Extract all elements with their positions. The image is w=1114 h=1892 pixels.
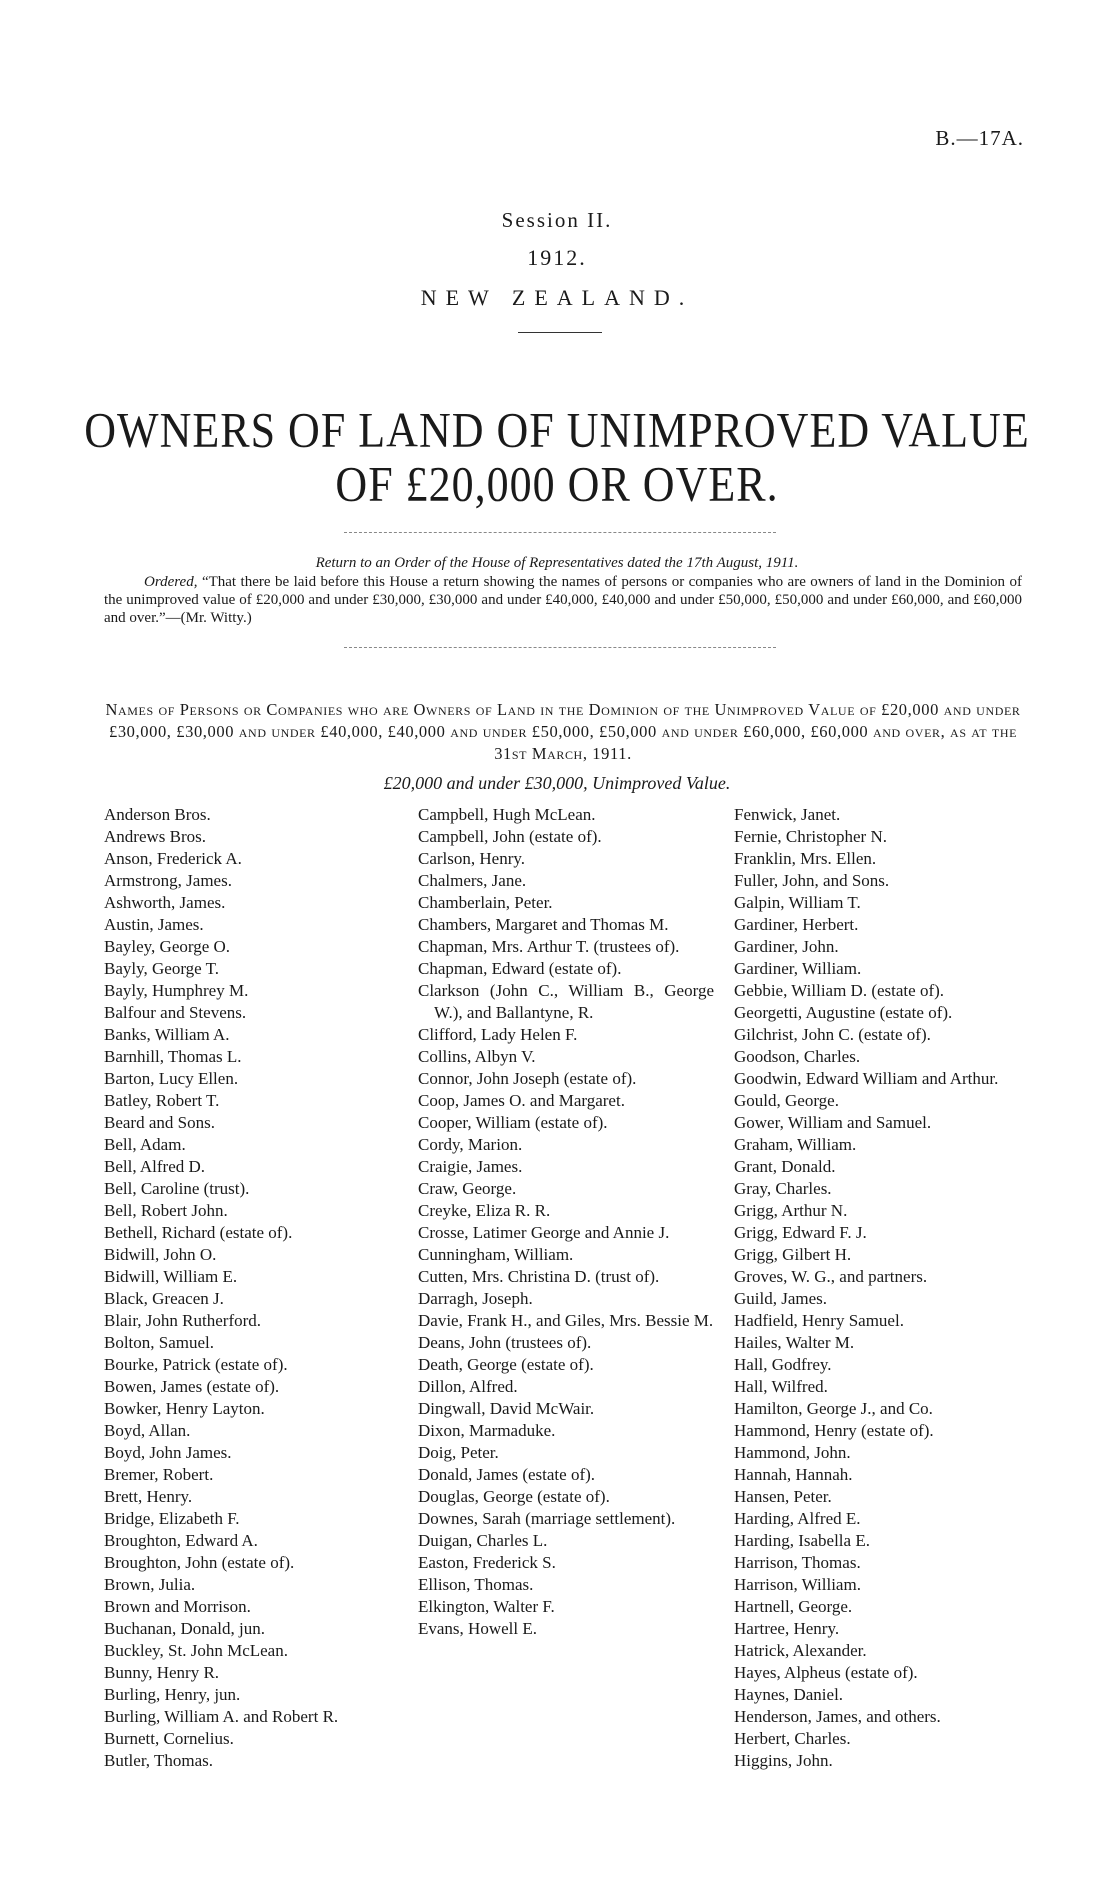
list-item: Bayly, Humphrey M. [104,981,249,1000]
list-item: Haynes, Daniel. [734,1685,844,1704]
list-item: Carlson, Henry. [418,849,526,868]
list-item: Bowen, James (estate of). [104,1377,280,1396]
return-line: Return to an Order of the House of Representatives dated the 17th August, 1911. [315,555,799,571]
list-item: Bidwill, William E. [104,1267,238,1286]
list-item: Harding, Alfred E. [734,1509,861,1528]
short-divider [518,332,602,333]
list-item: Harrison, Thomas. [734,1553,861,1572]
list-item: Grant, Donald. [734,1157,836,1176]
list-item: Grigg, Gilbert H. [734,1245,852,1264]
list-item: Hayes, Alpheus (estate of). [734,1663,918,1682]
list-item: Death, George (estate of). [418,1355,594,1374]
list-item: Broughton, Edward A. [104,1531,258,1550]
list-item: Bidwill, John O. [104,1245,217,1264]
divider-bottom [344,647,776,648]
list-item: Craigie, James. [418,1157,523,1176]
list-item: Duigan, Charles L. [418,1531,548,1550]
list-item: Harrison, William. [734,1575,861,1594]
list-item: Chambers, Margaret and Thomas M. [418,915,669,934]
list-item: Campbell, Hugh McLean. [418,805,596,824]
list-item: Dixon, Marmaduke. [418,1421,556,1440]
list-item: Davie, Frank H., and Giles, Mrs. Bessie M. [418,1311,714,1330]
list-item: Butler, Thomas. [104,1751,214,1770]
list-item: Evans, Howell E. [418,1619,537,1638]
list-item: Hartnell, George. [734,1597,853,1616]
list-item: Boyd, Allan. [104,1421,191,1440]
list-item: Darragh, Joseph. [418,1289,533,1308]
list-item: Cordy, Marion. [418,1135,523,1154]
list-item: Campbell, John (estate of). [418,827,602,846]
list-item: Easton, Frederick S. [418,1553,556,1572]
list-item: Guild, James. [734,1289,828,1308]
list-item: Coop, James O. and Margaret. [418,1091,625,1110]
list-item: Broughton, John (estate of). [104,1553,295,1572]
list-item: Barton, Lucy Ellen. [104,1069,239,1088]
list-item: Hammond, John. [734,1443,851,1462]
list-item: Downes, Sarah (marriage settlement). [418,1509,676,1528]
list-item: Burling, Henry, jun. [104,1685,241,1704]
list-item: Graham, William. [734,1135,857,1154]
list-item: Fenwick, Janet. [734,805,841,824]
session-label: Session II. [501,208,613,232]
list-item: Buchanan, Donald, jun. [104,1619,265,1638]
list-item: Doig, Peter. [418,1443,499,1462]
list-item: Cunningham, William. [418,1245,574,1264]
list-item: Andrews Bros. [104,827,206,846]
list-item: Bayley, George O. [104,937,231,956]
list-item: Harding, Isabella E. [734,1531,870,1550]
list-item: Gower, William and Samuel. [734,1113,932,1132]
list-item: Chapman, Mrs. Arthur T. (trustees of). [418,937,680,956]
list-item: Donald, James (estate of). [418,1465,596,1484]
list-item: Boyd, John James. [104,1443,232,1462]
list-item: Ellison, Thomas. [418,1575,534,1594]
list-item: Bridge, Elizabeth F. [104,1509,240,1528]
list-item: Hall, Wilfred. [734,1377,828,1396]
list-item: Craw, George. [418,1179,517,1198]
page-title: OWNERS OF LAND OF UNIMPROVED VALUE OF £20,000 OR OVER. [84,402,1030,512]
list-item: Gardiner, Herbert. [734,915,859,934]
list-item: Armstrong, James. [104,871,232,890]
list-item: Brown and Morrison. [104,1597,251,1616]
list-item: Gardiner, John. [734,937,839,956]
list-item: Goodson, Charles. [734,1047,861,1066]
list-item: Bell, Alfred D. [104,1157,206,1176]
list-item: Higgins, John. [734,1751,833,1770]
list-item: Brett, Henry. [104,1487,193,1506]
list-item: Douglas, George (estate of). [418,1487,610,1506]
list-item: Balfour and Stevens. [104,1003,247,1022]
list-item: Henderson, James, and others. [734,1707,941,1726]
list-item: Hamilton, George J., and Co. [734,1399,933,1418]
list-item: Groves, W. G., and partners. [734,1267,928,1286]
list-item: Bell, Adam. [104,1135,186,1154]
list-item: Chapman, Edward (estate of). [418,959,622,978]
list-item: Bowker, Henry Layton. [104,1399,265,1418]
list-item: Clarkson (John C., William B., George W.), and Ballantyne, R. [418,981,714,1022]
list-item: Brown, Julia. [104,1575,196,1594]
list-item: Bell, Robert John. [104,1201,228,1220]
list-item: Anson, Frederick A. [104,849,242,868]
order-lead: Ordered, [144,574,198,590]
list-item: Bethell, Richard (estate of). [104,1223,293,1242]
list-item: Dingwall, David McWair. [418,1399,595,1418]
list-item: Hailes, Walter M. [734,1333,855,1352]
list-item: Gardiner, William. [734,959,862,978]
country-label: NEW ZEALAND. [420,285,694,310]
names-column-3 [734,804,1024,1772]
year-label: 1912. [527,245,587,270]
list-item: Connor, John Joseph (estate of). [418,1069,637,1088]
list-item: Banks, William A. [104,1025,230,1044]
list-item: Hannah, Hannah. [734,1465,853,1484]
list-item: Herbert, Charles. [734,1729,851,1748]
list-item: Fuller, John, and Sons. [734,871,890,890]
list-item: Dillon, Alfred. [418,1377,518,1396]
document-reference: B.—17A. [935,126,1024,150]
list-item: Chalmers, Jane. [418,871,527,890]
list-item: Bourke, Patrick (estate of). [104,1355,288,1374]
list-item: Crosse, Latimer George and Annie J. [418,1223,670,1242]
list-item: Hammond, Henry (estate of). [734,1421,934,1440]
order-paragraph [104,573,1022,627]
names-column-1 [104,804,404,1772]
list-item: Buckley, St. John McLean. [104,1641,288,1660]
list-item: Bunny, Henry R. [104,1663,220,1682]
list-item: Burling, William A. and Robert R. [104,1707,339,1726]
list-item: Bayly, George T. [104,959,220,978]
list-item: Franklin, Mrs. Ellen. [734,849,877,868]
list-item: Cutten, Mrs. Christina D. (trust of). [418,1267,660,1286]
list-item: Cooper, William (estate of). [418,1113,608,1132]
list-item: Austin, James. [104,915,204,934]
list-item: Ashworth, James. [104,893,226,912]
list-item: Hartree, Henry. [734,1619,840,1638]
list-item: Deans, John (trustees of). [418,1333,592,1352]
list-item: Anderson Bros. [104,805,211,824]
list-item: Creyke, Eliza R. R. [418,1201,551,1220]
list-item: Galpin, William T. [734,893,861,912]
list-subheading: £20,000 and under £30,000, Unimproved Value. [383,773,731,793]
list-item: Batley, Robert T. [104,1091,220,1110]
list-item: Grigg, Arthur N. [734,1201,848,1220]
list-heading: Names of Persons or Companies who are Owners of Land in the Dominion of the Unimproved Value of £20,000 and under £30,000, £30,000 and under £40,000, £40,000 and under £50,000, £50,000 and under £60,000, £60,000 and over, as at the 31st March, 1911. [105,700,1021,763]
list-item: Bremer, Robert. [104,1465,214,1484]
list-item: Clifford, Lady Helen F. [418,1025,578,1044]
list-item: Gould, George. [734,1091,839,1110]
list-item: Blair, John Rutherford. [104,1311,262,1330]
list-item: Hadfield, Henry Samuel. [734,1311,904,1330]
list-item: Bell, Caroline (trust). [104,1179,250,1198]
list-item: Hatrick, Alexander. [734,1641,867,1660]
list-item: Georgetti, Augustine (estate of). [734,1003,953,1022]
list-item: Beard and Sons. [104,1113,215,1132]
list-item: Chamberlain, Peter. [418,893,553,912]
list-item: Black, Greacen J. [104,1289,224,1308]
names-column-2 [418,804,714,1640]
list-item: Gray, Charles. [734,1179,832,1198]
order-text: “That there be laid before this House a return showing the names of persons or companies who are owners of land in the Dominion of the unimproved value of £20,000 and under £30,000, £30,000 and under £40,000, £40,000 and under £50,000, £50,000 and under £60,000, and £60,000 and over.”—(Mr. Witty.) [104,574,1023,626]
divider-top [344,532,776,533]
list-item: Grigg, Edward F. J. [734,1223,867,1242]
list-item: Collins, Albyn V. [418,1047,536,1066]
list-item: Barnhill, Thomas L. [104,1047,242,1066]
list-item: Burnett, Cornelius. [104,1729,234,1748]
list-item: Elkington, Walter F. [418,1597,555,1616]
list-item: Gebbie, William D. (estate of). [734,981,945,1000]
list-item: Gilchrist, John C. (estate of). [734,1025,931,1044]
list-item: Hall, Godfrey. [734,1355,832,1374]
list-item: Bolton, Samuel. [104,1333,215,1352]
list-item: Goodwin, Edward William and Arthur. [734,1069,999,1088]
list-item: Hansen, Peter. [734,1487,832,1506]
list-item: Fernie, Christopher N. [734,827,887,846]
